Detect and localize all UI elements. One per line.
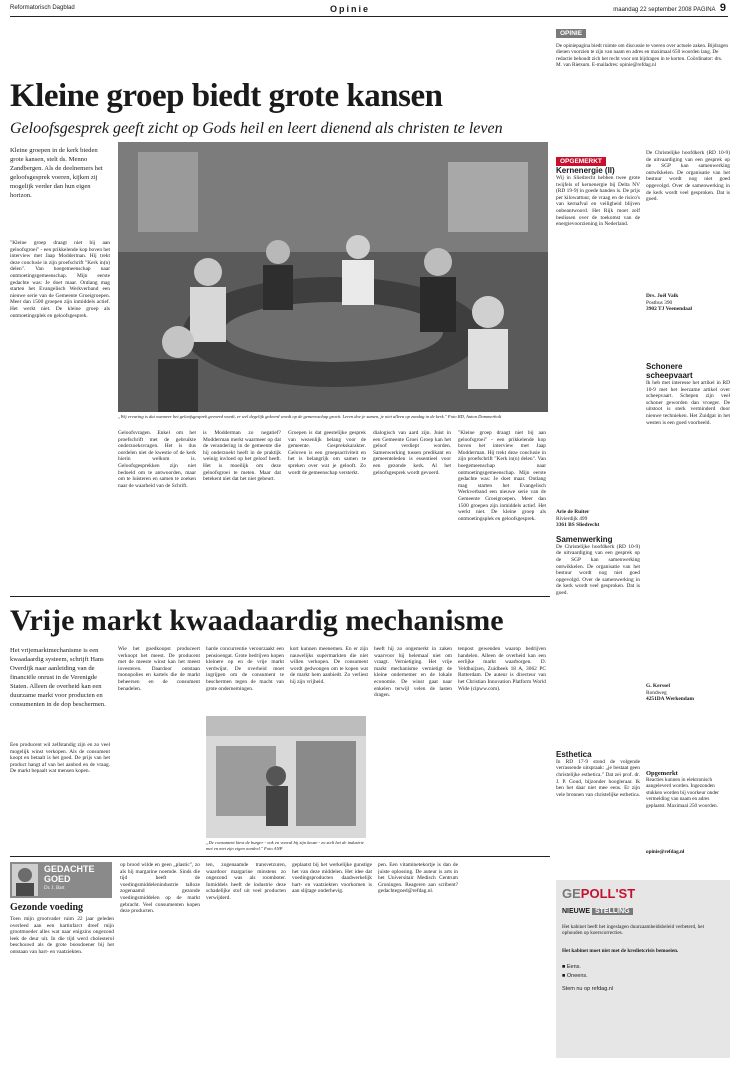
notices-text: Reacties kunnen in elektronisch aangeleverd worden. Ingezonden stukken worden bij voorkeur onder vermelding van naam en adres geplaatst. Maximaal 250 woorden. [646,777,719,809]
article1-intro: Kleine groepen in de kerk bieden grote kansen, stelt ds. Menno Zandbergen. Als de deelnemers het geloofsgesprek voeren, kijken zij mogelijk verder dan hun eigen horizon. [10,147,103,199]
letter-text: De Christelijke hoofdkerk (RD 10-9) de uitvaardiging van een gesprek op de SGP kan samenwerking ontwikkelen. De organisatie van het bestuur wordt nog niet goed opgevolgd. Over de samenwerking in de kerk wordt veel gesproken. Dat is goed. [556,543,640,596]
supermarket-photo [206,716,366,838]
notices-title: Opgemerkt [646,770,678,777]
poll-vote-link[interactable]: Stem nu op refdag.nl [562,986,614,992]
article1-column-3: is Modderman zo negatief? Modderman merkt waarmeer op dat de verandering in de gemeente die hij onderzoekt heeft in de praktijk weinig invloed op het geloof heeft. Het is moeilijk om deze geloofsgroei te meten. Maar dat betekent niet dat het niet gebeurt. [203,430,281,483]
poll-logo [562,886,635,901]
article2-column-1: Een producent wil zelfstandig zijn en zo veel mogelijk winst verkopen. Als de consument koopt en betaalt is het goed. De prijs van het product hangt af van het aanbod en de vraag. De markt bepaalt wat mensen kopen. [10,742,110,775]
poll-banner-a: NIEUWE [562,908,590,915]
opinie-box-text: De opiniepagina biedt ruimte om discussie te voeren over actuele zaken. Bijdragen dienen voorzien te zijn van naam en adres en maximaal 650 woorden lang. De redactie behoudt zich het recht voor om bijdragen in te korten. Coördinator: drs. M. van Rietsum. E-mailadres: opinie@refdag.nl [556,43,728,69]
article2-intro: Het vrijemarktmechanisme is een kwaadaardig systeem, schrijft Hans Overdijk naar aanleiding van de financiële onrust in de Verenigde Staten. Alleen de overheid kan een duurzame markt voor producten en consumenten in de dop beschermen. [10,647,106,708]
opinie-tag: OPINIE [556,29,586,38]
poll-statement: Het kabinet heeft het ingeslagen duurzaamheidsbeleid verbeterd, het ophouden op koerscorrecties. [562,924,705,937]
poll-banner-b: STELLING [592,908,633,915]
letter-heading: Kernenergie (II) [556,166,615,175]
letter-text: De Christelijke hoofdkerk (RD 10-9) de uitvaardiging van een gesprek op de SGP kan samenwerking ontwikkelen. De organisatie van het bestuur wordt nog niet goed opgevolgd. Over de samenwerking in de kerk wordt veel gesproken. Dat is goed. [646,150,730,203]
article1-photo [118,142,548,412]
tag-line-2: GOED [44,874,71,884]
article2-title: Vrije markt kwaadaardig mechanisme [10,604,504,637]
date: maandag 22 september 2008 [613,7,692,13]
article1-title: Kleine groep biedt grote kansen [10,78,443,114]
tag-line-1: GEDACHTE [44,864,95,874]
letter-city: 3361 BS Sliedrecht [556,522,600,529]
opinie-box [556,22,728,140]
letters-column-3 [646,362,730,762]
letter-author: G. Kerssel [646,683,670,689]
poll-question: Het kabinet moet niet met de kredietcrisis bemoeien. [562,948,679,954]
article2-column-3: harde concurrentie veroorzaakt een pensioengat. Grote bedrijven kopen kleinere op en de vrije markt verdwijnt. De overheid moet ingrijpen om de consument te beschermen tegen de macht van grote ondernemingen. [206,646,284,692]
article2-column-6: tenpost gewenden waarop bedrijven handelen. Alleen de overheid kan een eerlijke markt waarborgen. D. Veldhuijzen, Zuidbeek 18 A, 3062 PC Rotterdam. De auteur is directeur van het Christian Innovation Platform World Wide (cipww.com). [458,646,546,692]
article1-column-2: Geloofsvragen. Enkel om het proefschrift met de gebruikte onderzoeksvragen. Het is dus oordelen niet de kwestie of de kerk hierin welkom is. Geloofsgesprekken zijn niet bedoeld om te antwoorden, maar om te luisteren en samen te zoeken naar de waarheid van de Schrift. [118,430,196,489]
page-number: 9 [719,2,726,14]
page-label: PAGINA [693,7,716,13]
author-label: Dr. J. Bart [44,886,65,891]
article2-column-5: heeft hij zo ongemerkt in zaken waarvoor hij helemaal niet om vraagt. Vernietiging. Het vrije markt mechanisme vernietigt de kleine ondernemer en de lokale economie. De winst gaat naar enkelen terwijl velen de lasten dragen. [374,646,452,699]
gedachtegoed-tag [44,864,95,884]
letter-text: Ik heb met interesse het artikel in RD 10-9 met het leerzame artikel over scheepvaart. Schepen zijn veel schoner geworden dan vroeger. De uitstoot is sterk verminderd door nieuwe technieken. Het Zuidgat in het westen is een goed voorbeeld. [646,380,730,426]
gedachtegoed-logo [10,862,112,898]
gedachtegoed-column-1: Toen mijn grootvader ruim 22 jaar geleden overleed aan een hartinfarct dreef mijn grootmoeder alles wat naar enigzins ongezond leek de deur uit. In die tijd werd cholesterol beschouwd als de grote boosdoener bij het ontstaan van hart- en vaatziekten. [10,916,114,955]
article2-photo-caption: „De consument kiest de burger - ook en vooral bij zijn keuze - zo stelt het de industrie met en met zijn eigen oordeel." Foto ANP [206,840,364,851]
article2-column-2: Wie het goedkoopst produceert verkoopt het meest. De producent met de meeste winst kan het meest investeren. Daardoor ontstaan monopolies en kartels die de markt beheersen en de consument benadelen. [118,646,200,692]
article1-column-6: "Kleine groep draagt niet bij aan geloofsgroei" - een prikkelende kop boven het interview met Jaap Modderman. Hij trekt deze conclusie in zijn proefschrift "Kerk in(n) delen". Van hoegemeenschap naar ontmoetingsgemeenschap. Mijn eerste gedachte was: Je doet maar. Ontlang mag starten het Evangelisch Werkverband een nieuwe serie van de Gemeente Groeigroepen. Meer dan 1500 groepen zijn inmiddels actief. Het werkt niet. De kleine groep als ontmoetingsplek en geloofsgesprek. [458,430,546,522]
letter-text: Wij in Sliedrecht hebben twee grote twijfels of kernenergie bij Delta NV (RD 19-9) in goede handen is. De prijs per kilowattuur, de vraag en de risico's van kernafval en veiligheid blijven onbeantwoord. Het Rijk moet zelf beslissen over de toekomst van de energievoorziening in Nederland. [556,175,640,228]
gedachtegoed-title: Gezonde voeding [10,902,84,913]
gedachtegoed-column-3: ten, zogenaamde transvetzuren, waardoor margarine minstens zo ongezond was als roomboter. Inmiddels heeft de industrie deze schadelijke stof uit veel producten verwijderd. [206,862,286,901]
article1-subtitle: Geloofsgesprek geeft zicht op Gods heil en leert dienend als christen te leven [10,120,503,137]
poll-box [556,880,730,1058]
poll-option-yes[interactable]: ■ Eens. [562,964,581,970]
date-line [613,2,726,14]
gedachtegoed-column-4: geplaatst bij het werkelijke gunstige het van deze middelen. Het idee dat voedingsproducten daadwerkelijk hart- en vaatziekten voorkomen is aan slijtage onderhevig. [292,862,372,895]
poll-logo-suffix: POLL'ST [580,886,636,901]
article1-photo-caption: „Wij ervaring is dat wanneer het geloofsgesprek gevoerd wordt, er wel degelijk gekeerd wordt op de gemeenschap groeit. Leren doe je samen, je niet alleen op zondag in de kerk." Foto RD, Anton Dommerholt [118,414,502,419]
article2-column-4: kort kunnen meenemen. En er zijn nauwelijks supermarkten die niet willen verkopen. De consument wordt gedwongen om te kopen wat de markt hem aanbiedt. Zo verliest hij zijn vrijheid. [290,646,368,685]
notices-email: opinie@refdag.nl [646,849,685,855]
letter-address: Postbus 390 [646,299,673,306]
letter-city: 3902 TJ Veenendaal [646,306,693,313]
masthead-rule [10,16,728,17]
letter-author: Arie de Ruiter [556,509,590,515]
letter-address: Rivierdijk 499 [556,515,588,522]
article1-column-5: dialogisch van aard zijn. Juist in een Gemeente Groei Groep kan het geloof verdiept worden. Samenwerking tussen predikant en gemeenteleden is essentieel voor een gezonde kerk. Al het geloofsgesprek wordt gevoerd. [373,430,451,476]
letter-heading: Esthetica [556,749,592,759]
notices-box [646,770,730,870]
section-name: Opinie [330,4,371,14]
gedachtegoed-column-5: pen. Een vitaminetekortje is dan de juiste oplossing. De auteur is arts in het Universitair Medisch Centrum Groningen. Reageren aan scribent? gedachtegoed@refdag.nl. [378,862,458,895]
letter-address: Rondweg [646,689,667,696]
poll-banner [562,908,633,915]
letter-heading: Schonere scheepvaart [646,362,693,380]
gedachtegoed-divider [10,856,550,857]
article1-column-1: "Kleine groep draagt niet bij aan geloofsgroei" - een prikkelende kop boven het interview met Jaap Modderman. Hij trekt deze conclusie in zijn proefschrift "Kerk in(n) delen". Van hoegemeenschap naar ontmoetingsgemeenschap. Mijn eerste gedachte was: Je doet maar. Ontlang mag starten het Evangelisch Werkverband een nieuwe serie van de Gemeente Groeigroepen. Meer dan 1500 groepen zijn inmiddels actief. Het werkt niet. De kleine groep als ontmoetingsplek en geloofsgesprek. [10,240,110,319]
letters-column-1 [556,166,640,856]
article2-photo [206,716,366,838]
letter-heading: Samenwerking [556,534,613,544]
letter-city: 4251DA Werkendam [646,696,694,703]
author-portrait-icon [12,864,38,896]
letter-author: Drs. Joël Valk [646,293,679,299]
group-meeting-photo [118,142,548,412]
gedachtegoed-column-2: op brood wilde en geen „plastic", zo als hij margarine noemde. Sinds die tijd heeft de voedingsmiddelenindustrie talloze zogenaamd gezonde voedingsmiddelen op de markt gebracht. Veel consumenten kopen deze producten. [120,862,200,915]
opgemerkt-tag: OPGEMERKT [556,157,606,166]
letters-column-2 [646,150,730,350]
poll-logo-prefix: GE [562,886,581,901]
poll-option-no-label: Oneens. [566,973,588,979]
poll-option-no[interactable]: ■ Oneens. [562,973,588,979]
poll-option-yes-label: Eens. [566,964,581,970]
letter-text: In RD 17-9 stond de volgende verrassende uitspraak: „je bestaat geen christelijke esthetica." Dat zei prof. dr. J. P. Goud, bijzonder hoogleraar. Ik ben het daar niet mee eens. Er zijn vele bronnen van christelijke esthetica. [556,758,640,798]
article1-column-4: Groepen is dat geestelijke gesprek van wezenlijk belang voor de gemeente. Gesprekskarakter. Geloven is een groepsactiviteit en het is belangrijk om samen te spreken over wat je gelooft. Zo wordt de gemeenschap versterkt. [288,430,366,476]
paper-name: Reformatorisch Dagblad [10,5,75,11]
article-divider [10,596,550,597]
